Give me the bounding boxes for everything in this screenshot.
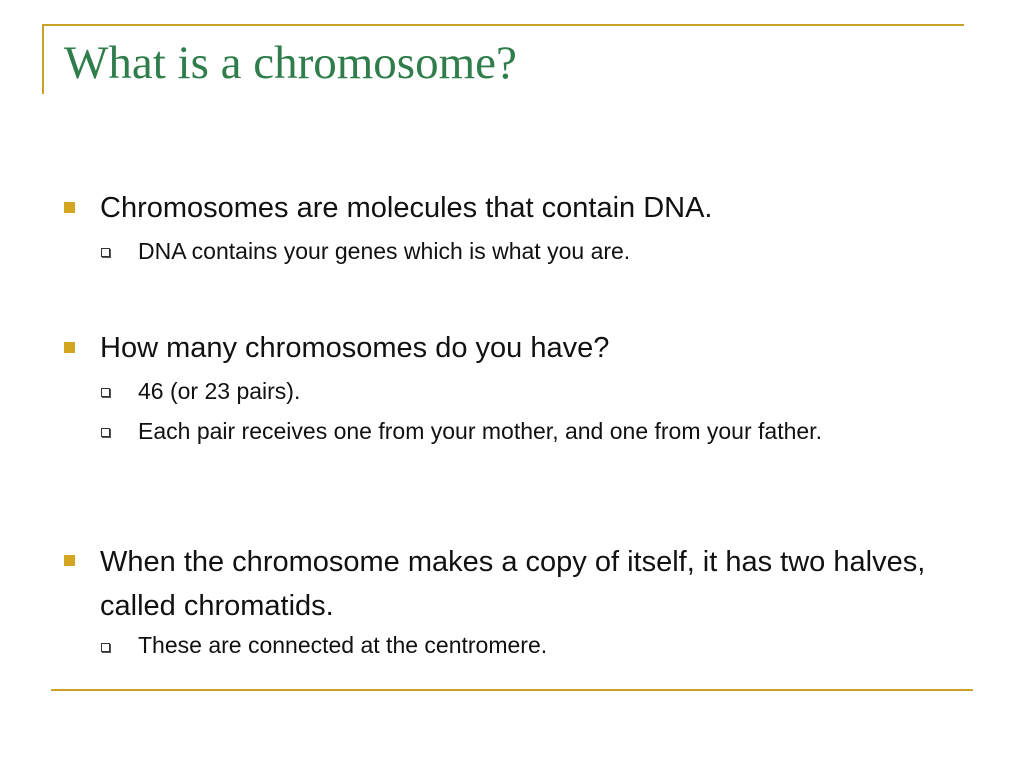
bullet-marker-square xyxy=(64,342,75,353)
sub-bullet-2-2: Each pair receives one from your mother, and one from your father. xyxy=(138,418,822,444)
sub-bullet-2-1: 46 (or 23 pairs). xyxy=(138,378,301,404)
bullet-marker-square xyxy=(64,202,75,213)
decorative-bottom-rule xyxy=(51,689,973,691)
sub-bullet-marker xyxy=(101,643,110,652)
sub-bullet-1-1: DNA contains your genes which is what you are. xyxy=(138,238,631,264)
sub-bullet-marker xyxy=(101,248,110,257)
bullet-1: Chromosomes are molecules that contain DNA. xyxy=(100,192,713,224)
bullet-3: When the chromosome makes a copy of itself, it has two halves, called chromatids. xyxy=(100,546,926,622)
slide-title: What is a chromosome? xyxy=(64,37,517,89)
sub-bullet-3-1: These are connected at the centromere. xyxy=(138,632,548,658)
sub-bullet-marker xyxy=(101,428,110,437)
bullet-marker-square xyxy=(64,555,75,566)
sub-bullet-marker xyxy=(101,388,110,397)
bullet-2: How many chromosomes do you have? xyxy=(100,332,610,364)
